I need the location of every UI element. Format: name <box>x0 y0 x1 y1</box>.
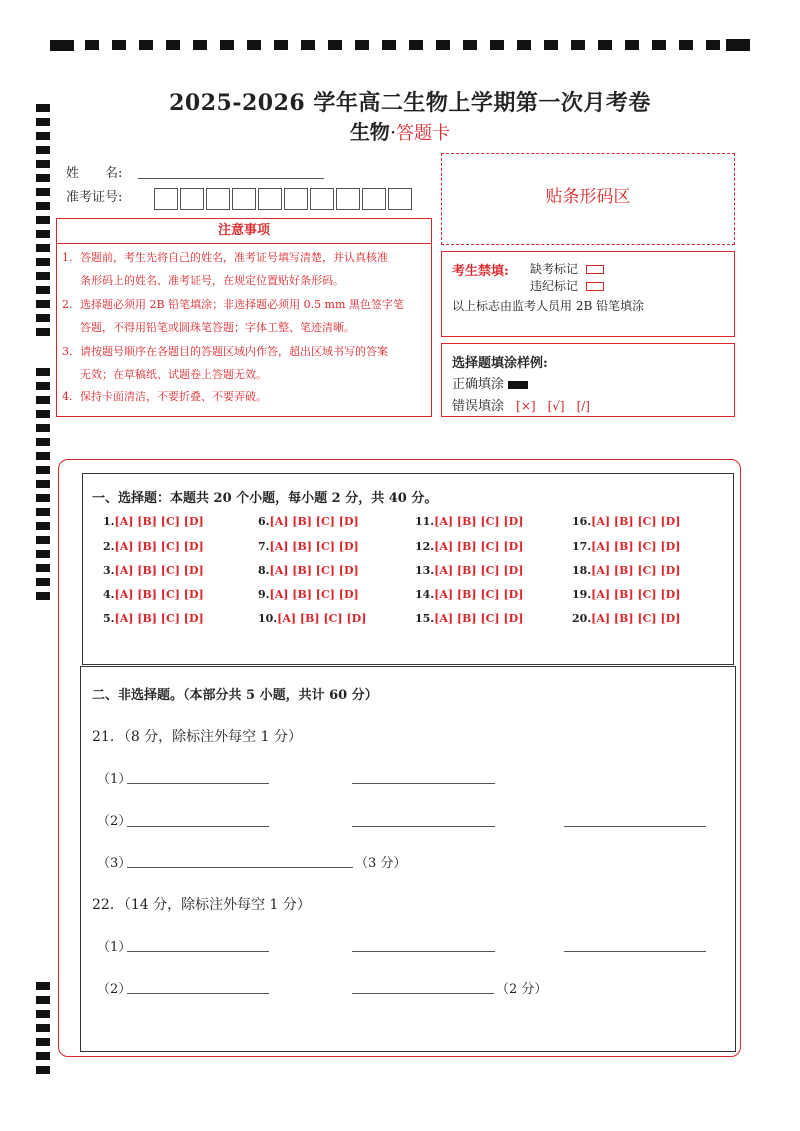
timing-mark <box>679 40 693 50</box>
q21-blank-3-label: （3） <box>97 856 132 871</box>
wrong-fill-label: 错误填涂 <box>452 399 505 414</box>
absent-mark-box[interactable] <box>586 265 604 274</box>
answer-blank[interactable] <box>127 783 269 784</box>
answer-options[interactable]: [A] [B] [C] [D] <box>434 564 524 577</box>
question-number: 19. <box>572 588 592 601</box>
answer-options[interactable]: [A] [B] [C] [D] <box>269 540 359 553</box>
timing-mark <box>301 40 315 50</box>
violation-mark-label: 违纪标记 <box>530 279 579 293</box>
choice-question <box>258 515 359 528</box>
timing-mark <box>328 40 342 50</box>
timing-mark <box>517 40 531 50</box>
note-item-2 <box>62 293 428 339</box>
q22-blank-2-label: （2） <box>97 982 132 997</box>
answer-options[interactable]: [A] [B] [C] [D] <box>591 612 681 625</box>
note-number: 4. <box>62 390 73 403</box>
timing-mark <box>436 40 450 50</box>
note-item-4 <box>62 385 428 408</box>
timing-mark <box>36 314 50 322</box>
timing-mark <box>36 300 50 308</box>
exam-id-digit-box[interactable] <box>232 188 256 210</box>
timing-mark <box>36 272 50 280</box>
timing-mark <box>166 40 180 50</box>
timing-mark <box>706 40 720 50</box>
choice-question <box>258 564 359 577</box>
answer-blank[interactable] <box>127 826 269 827</box>
subject-label: 生物 <box>349 120 390 144</box>
timing-mark <box>598 40 612 50</box>
exam-id-label: 准考证号: <box>66 190 123 205</box>
exam-id-digit-box[interactable] <box>336 188 360 210</box>
note-text: 选择题必须用 2B 铅笔填涂；非选择题必须用 0.5 mm 黑色签字笔 <box>80 298 404 311</box>
q21-blank-3-score: （3 分） <box>355 856 407 871</box>
timing-mark <box>36 244 50 252</box>
timing-mark <box>36 466 50 474</box>
timing-mark <box>355 40 369 50</box>
answer-options[interactable]: [A] [B] [C] [D] <box>269 564 359 577</box>
choice-question <box>103 515 204 528</box>
exam-id-digit-box[interactable] <box>284 188 308 210</box>
answer-options[interactable]: [A] [B] [C] [D] <box>269 515 359 528</box>
question-number: 12. <box>415 540 435 553</box>
notes-heading: 注意事项 <box>57 219 431 244</box>
choice-question <box>572 540 680 553</box>
timing-mark <box>36 410 50 418</box>
timing-mark <box>193 40 207 50</box>
q21-blank-1-label: （1） <box>97 772 132 787</box>
answer-blank[interactable] <box>352 993 494 994</box>
note-item-3 <box>62 340 428 386</box>
timing-mark <box>382 40 396 50</box>
question-number: 10. <box>258 612 278 625</box>
timing-mark <box>36 1024 50 1032</box>
choice-question <box>572 564 680 577</box>
timing-mark <box>36 564 50 572</box>
timing-mark <box>36 996 50 1004</box>
question-number: 16. <box>572 515 592 528</box>
question-number: 1. <box>103 515 115 528</box>
answer-options[interactable]: [A] [B] [C] [D] <box>269 588 359 601</box>
note-text-continued: 无效；在草稿纸、试题卷上答题无效。 <box>80 368 267 381</box>
timing-mark <box>220 40 234 50</box>
answer-options[interactable]: [A] [B] [C] [D] <box>591 540 681 553</box>
timing-mark <box>36 328 50 336</box>
answer-card-label: 答题卡 <box>396 123 451 144</box>
violation-mark-box[interactable] <box>586 282 604 291</box>
answer-blank[interactable] <box>127 867 353 868</box>
question-number: 6. <box>258 515 270 528</box>
timing-mark <box>36 382 50 390</box>
choice-question <box>415 564 523 577</box>
absent-mark-label: 缺考标记 <box>530 262 579 276</box>
absent-mark-row <box>530 260 604 277</box>
note-text-continued: 答题，不得用铅笔或圆珠笔答题；字体工整、笔迹清晰。 <box>80 321 355 334</box>
timing-mark <box>571 40 585 50</box>
note-text-continued: 条形码上的姓名、准考证号，在规定位置贴好条形码。 <box>80 274 344 287</box>
page-title: 2025-2026 学年高二生物上学期第一次月考卷 <box>169 90 651 116</box>
timing-mark <box>409 40 423 50</box>
question-number: 7. <box>258 540 270 553</box>
q22-blank-2-score: （2 分） <box>496 982 548 997</box>
answer-blank[interactable] <box>127 993 269 994</box>
question-number: 9. <box>258 588 270 601</box>
choice-question <box>103 612 204 625</box>
answer-options[interactable]: [A] [B] [C] [D] <box>434 540 524 553</box>
wrong-fill-marks: [×] [√] [/] <box>516 399 590 413</box>
answer-options[interactable]: [A] [B] [C] [D] <box>591 515 681 528</box>
timing-mark <box>36 396 50 404</box>
name-label: 姓 名: <box>66 166 123 181</box>
exam-id-digit-box[interactable] <box>362 188 386 210</box>
q21-blank-2-label: （2） <box>97 814 132 829</box>
choice-question <box>572 588 680 601</box>
answer-options[interactable]: [A] [B] [C] [D] <box>434 612 524 625</box>
question-number: 20. <box>572 612 592 625</box>
choice-question <box>258 588 359 601</box>
timing-mark <box>247 40 261 50</box>
answer-blank[interactable] <box>564 951 706 952</box>
filled-bubble-example <box>508 381 528 389</box>
choice-question <box>103 564 204 577</box>
note-number: 3. <box>62 345 73 358</box>
question-number: 8. <box>258 564 270 577</box>
answer-options[interactable]: [A] [B] [C] [D] <box>114 564 204 577</box>
timing-mark <box>726 39 750 51</box>
timing-mark <box>36 578 50 586</box>
timing-mark <box>36 1010 50 1018</box>
q22-heading: 22．（14 分，除标注外每空 1 分） <box>92 897 311 913</box>
choice-question <box>415 612 523 625</box>
barcode-area[interactable]: 贴条形码区 <box>441 153 735 245</box>
note-number: 1. <box>62 251 73 264</box>
exam-id-digit-box[interactable] <box>258 188 282 210</box>
question-number: 17. <box>572 540 592 553</box>
timing-mark <box>36 368 50 376</box>
timing-mark <box>36 480 50 488</box>
name-field[interactable] <box>138 178 324 179</box>
fill-example-title: 选择题填涂样例: <box>452 356 548 371</box>
q22-blank-1-label: （1） <box>97 940 132 955</box>
exam-id-digit-box[interactable] <box>154 188 178 210</box>
timing-mark <box>544 40 558 50</box>
note-number: 2. <box>62 298 73 311</box>
choice-question <box>415 588 523 601</box>
choice-question <box>103 588 204 601</box>
answer-options[interactable]: [A] [B] [C] [D] <box>591 564 681 577</box>
exam-id-digit-box[interactable] <box>310 188 334 210</box>
answer-options[interactable]: [A] [B] [C] [D] <box>434 515 524 528</box>
timing-mark <box>36 188 50 196</box>
note-item-1 <box>62 246 428 292</box>
answer-blank[interactable] <box>352 826 495 827</box>
note-text: 答题前，考生先将自己的姓名，准考证号填写清楚，并认真核准 <box>80 251 388 264</box>
question-number: 18. <box>572 564 592 577</box>
question-number: 5. <box>103 612 115 625</box>
timing-mark <box>139 40 153 50</box>
forbidden-note: 以上标志由监考人员用 2B 铅笔填涂 <box>452 299 645 313</box>
page-subtitle <box>0 116 800 145</box>
question-number: 2. <box>103 540 115 553</box>
timing-mark <box>36 146 50 154</box>
answer-options[interactable]: [A] [B] [C] [D] <box>114 588 204 601</box>
answer-options[interactable]: [A] [B] [C] [D] <box>114 540 204 553</box>
question-number: 4. <box>103 588 115 601</box>
open-section-title: 二、非选择题。（本部分共 5 小题，共计 60 分） <box>92 688 378 703</box>
wrong-fill-row <box>452 395 590 414</box>
choice-question <box>415 540 523 553</box>
timing-mark <box>36 258 50 266</box>
timing-mark <box>36 536 50 544</box>
timing-mark <box>463 40 477 50</box>
timing-mark <box>625 40 639 50</box>
choice-question <box>572 612 680 625</box>
timing-mark <box>36 230 50 238</box>
choice-question <box>258 612 366 625</box>
note-text: 保持卡面清洁，不要折叠、不要弄破。 <box>80 390 267 403</box>
timing-mark <box>36 424 50 432</box>
exam-id-digit-box[interactable] <box>388 188 412 210</box>
question-number: 13. <box>415 564 435 577</box>
choice-question <box>572 515 680 528</box>
timing-mark <box>490 40 504 50</box>
note-text: 请按题号顺序在各题目的答题区域内作答，超出区域书写的答案 <box>80 345 388 358</box>
timing-mark <box>36 522 50 530</box>
timing-mark <box>36 452 50 460</box>
exam-id-digit-box[interactable] <box>180 188 204 210</box>
question-number: 3. <box>103 564 115 577</box>
timing-mark <box>36 438 50 446</box>
choice-section-title: 一、选择题：本题共 20 个小题，每小题 2 分，共 40 分。 <box>92 491 438 506</box>
answer-options[interactable]: [A] [B] [C] [D] <box>591 588 681 601</box>
choice-question <box>258 540 359 553</box>
question-number: 14. <box>415 588 435 601</box>
answer-blank[interactable] <box>127 951 269 952</box>
timing-mark <box>36 286 50 294</box>
answer-blank[interactable] <box>352 783 495 784</box>
timing-mark <box>36 494 50 502</box>
question-number: 11. <box>415 515 435 528</box>
q21-heading: 21．（8 分，除标注外每空 1 分） <box>92 729 302 745</box>
timing-mark <box>36 174 50 182</box>
timing-mark <box>36 216 50 224</box>
answer-options[interactable]: [A] [B] [C] [D] <box>434 588 524 601</box>
timing-mark <box>652 40 666 50</box>
answer-options[interactable]: [A] [B] [C] [D] <box>277 612 367 625</box>
timing-mark <box>36 202 50 210</box>
timing-mark <box>36 592 50 600</box>
exam-id-digit-box[interactable] <box>206 188 230 210</box>
timing-mark <box>36 508 50 516</box>
violation-mark-row <box>530 277 604 294</box>
answer-options[interactable]: [A] [B] [C] [D] <box>114 515 204 528</box>
answer-blank[interactable] <box>352 951 495 952</box>
timing-mark <box>50 40 74 51</box>
timing-mark <box>36 1052 50 1060</box>
timing-mark <box>36 1066 50 1074</box>
answer-blank[interactable] <box>564 826 706 827</box>
timing-mark <box>36 1038 50 1046</box>
answer-options[interactable]: [A] [B] [C] [D] <box>114 612 204 625</box>
timing-mark <box>36 550 50 558</box>
choice-question <box>103 540 204 553</box>
timing-mark <box>85 40 99 50</box>
choice-question <box>415 515 523 528</box>
question-number: 15. <box>415 612 435 625</box>
correct-fill-row <box>452 373 528 392</box>
timing-mark <box>36 160 50 168</box>
timing-mark <box>112 40 126 50</box>
forbidden-label: 考生禁填: <box>452 264 509 279</box>
timing-mark <box>274 40 288 50</box>
open-section <box>80 666 736 1052</box>
subtitle-separator: · <box>389 120 397 144</box>
correct-fill-label: 正确填涂 <box>452 377 505 392</box>
timing-mark <box>36 982 50 990</box>
